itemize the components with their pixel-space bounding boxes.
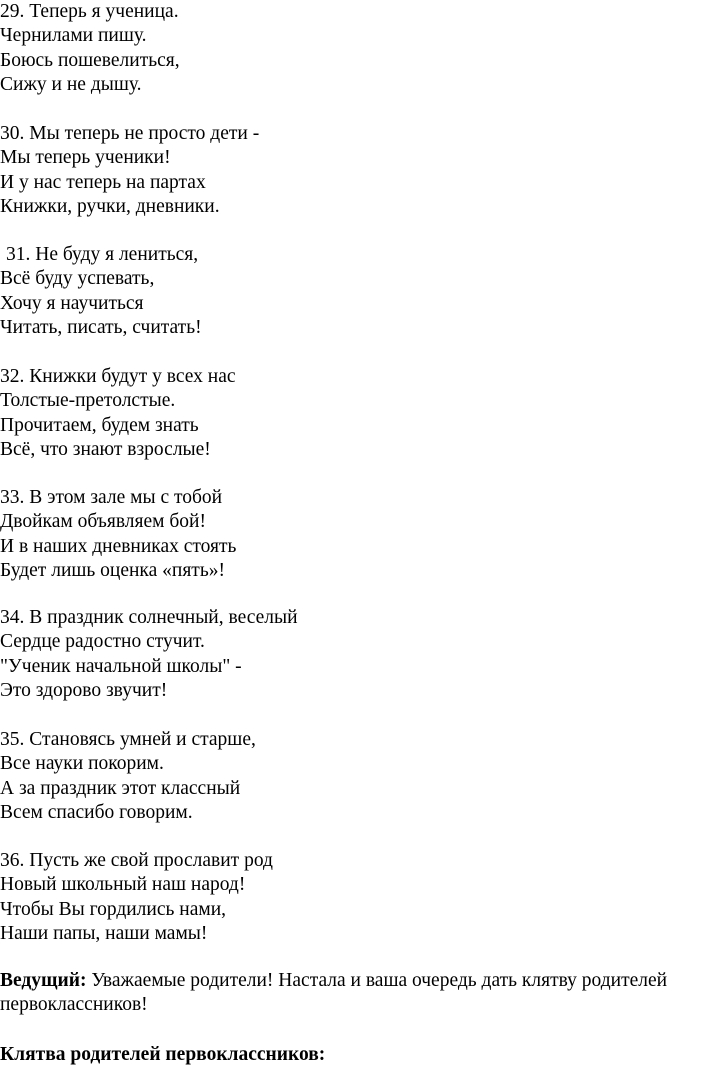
poem-line: Новый школьный наш народ! xyxy=(0,874,246,896)
poem-line: Книжки, ручки, дневники. xyxy=(0,196,220,218)
poem-line: "Ученик начальной школы" - xyxy=(0,655,242,677)
poem-line: Все науки покорим. xyxy=(0,753,164,775)
poem-line: Мы теперь ученики! xyxy=(0,147,171,169)
poem-line: Будет лишь оценка «пять»! xyxy=(0,560,225,582)
poem-line: И в наших дневниках стоять xyxy=(0,535,237,557)
poem-line: Читать, писать, считать! xyxy=(0,317,202,339)
poem-line: Это здорово звучит! xyxy=(0,680,168,702)
poem-line: Двойкам объявляем бой! xyxy=(0,511,206,533)
poem-line: Чтобы Вы гордились нами, xyxy=(0,898,227,920)
poem-line: Чернилами пишу. xyxy=(0,25,147,47)
poem-line: Всем спасибо говорим. xyxy=(0,802,193,824)
poem-line: Прочитаем, будем знать xyxy=(0,414,199,436)
poem-line: Толстые-претолстые. xyxy=(0,390,176,412)
poem-stanza-36 xyxy=(0,849,273,947)
poem-stanza-34 xyxy=(0,606,298,704)
poem-line: Боюсь пошевелиться, xyxy=(0,49,180,71)
host-label: Ведущий: xyxy=(0,970,87,991)
poem-line: 30. Мы теперь не просто дети - xyxy=(0,123,260,144)
poem-line: Всё буду успевать, xyxy=(0,268,155,290)
poem-stanza-29 xyxy=(0,0,180,98)
poem-stanza-33 xyxy=(0,486,236,584)
poem-stanza-30 xyxy=(0,122,259,220)
poem-line: 34. В праздник солнечный, веселый xyxy=(0,607,298,628)
poem-stanza-35 xyxy=(0,728,256,826)
host-speech-text: Уважаемые родители! Настала и ваша очередь дать клятву родителей первоклассников! xyxy=(0,970,668,1016)
poem-line: Всё, что знают взрослые! xyxy=(0,439,211,461)
poem-stanza-31 xyxy=(0,243,202,341)
poem-line: 32. Книжки будут у всех нас xyxy=(0,366,236,387)
host-speech-paragraph xyxy=(0,969,700,1018)
poem-line: Сижу и не дышу. xyxy=(0,74,142,96)
poem-line: Наши папы, наши мамы! xyxy=(0,923,208,945)
poem-line: 29. Теперь я ученица. xyxy=(0,1,179,22)
poem-line: И у нас теперь на партах xyxy=(0,171,206,193)
poem-line: 33. В этом зале мы с тобой xyxy=(0,487,223,508)
section-heading: Клятва родителей первоклассников: xyxy=(0,1044,326,1065)
poem-line: Хочу я научиться xyxy=(0,292,144,314)
poem-line: 31. Не буду я лениться, xyxy=(6,244,199,265)
poem-stanza-32 xyxy=(0,365,236,463)
poem-line: 35. Становясь умней и старше, xyxy=(0,729,256,750)
poem-line: Сердце радостно стучит. xyxy=(0,631,205,653)
poem-line: А за праздник этот классный xyxy=(0,777,241,799)
poem-line: 36. Пусть же свой прославит род xyxy=(0,850,273,871)
